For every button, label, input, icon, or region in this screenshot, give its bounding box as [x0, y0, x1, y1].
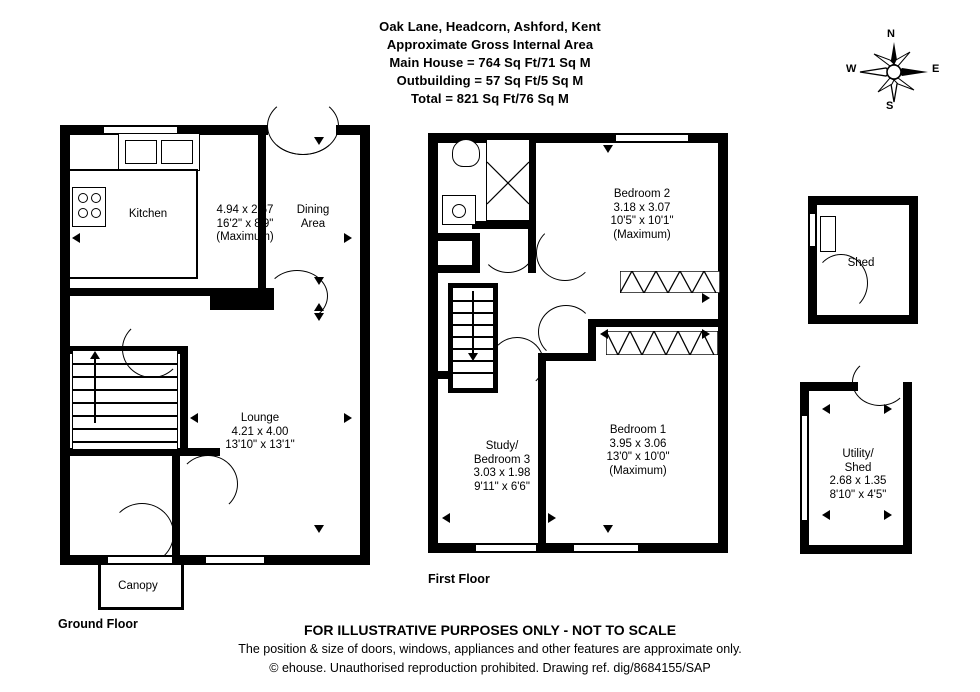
- compass-rose: [846, 28, 942, 114]
- shed-wall-top: [808, 196, 918, 205]
- first-floor-label: First Floor: [428, 572, 490, 586]
- wall-bottom-right: [264, 555, 370, 565]
- kitchen-worktop-line: [70, 169, 198, 171]
- shed-wall-left-upper: [808, 196, 817, 216]
- utility-wall-bottom: [800, 545, 912, 554]
- room-label-bedroom2: Bedroom 2 3.18 x 3.07 10'5" x 10'1" (Maximum): [610, 188, 674, 241]
- title-total-area: Total = 821 Sq Ft/76 Sq M: [411, 91, 569, 106]
- ff-dim-arrow-bed2-right: [702, 293, 710, 303]
- ff-wall-left-lower: [428, 383, 438, 553]
- dim-arrow-lounge-top: [314, 303, 324, 311]
- compass-north-label: N: [887, 28, 895, 40]
- wall-hall-right: [180, 346, 188, 456]
- ff-wall-left-mid: [428, 241, 438, 385]
- shed-wall-bottom: [808, 315, 918, 324]
- title-address: Oak Lane, Headcorn, Ashford, Kent: [379, 19, 601, 34]
- ff-window-study-bottom: [476, 543, 538, 553]
- utility-dim-arrow-right: [884, 404, 892, 414]
- compass-south-label: S: [886, 100, 894, 112]
- ff-wall-left-upper: [428, 133, 438, 243]
- wardrobe-bed2: [620, 271, 720, 293]
- title-outbuilding-area: Outbuilding = 57 Sq Ft/5 Sq M: [396, 73, 584, 88]
- door-swing-entrance: [110, 503, 174, 565]
- room-label-utility: Utility/ Shed 2.68 x 1.35 8'10" x 4'5": [829, 448, 887, 501]
- utility-dim-arrow-right2: [884, 510, 892, 520]
- wall-right-lower: [360, 293, 370, 565]
- dim-arrow-dining-top: [314, 137, 324, 145]
- footer-copyright: © ehouse. Unauthorised reproduction prohibited. Drawing ref. dig/8684155/SAP: [269, 661, 711, 675]
- ground-floor-label: Ground Floor: [58, 617, 138, 631]
- ff-wall-bath-bottom: [428, 265, 480, 273]
- wall-hall-stub: [210, 288, 274, 310]
- toilet-wc: [452, 139, 480, 167]
- utility-dim-arrow-left2: [822, 510, 830, 520]
- shed-window-left: [808, 214, 817, 248]
- utility-door-swing: [852, 358, 908, 406]
- door-swing-dining-top-right: [267, 97, 339, 155]
- dim-arrow-dining-bottom2: [314, 313, 324, 321]
- shed-wall-right: [909, 196, 918, 324]
- footer-note: The position & size of doors, windows, appliances and other features are approximate only.: [238, 642, 742, 656]
- title-main-house-area: Main House = 764 Sq Ft/71 Sq M: [389, 55, 591, 70]
- ground-floor-plan: [60, 125, 370, 565]
- bath-tub: [486, 139, 530, 221]
- ff-wall-bottom-left: [428, 543, 480, 553]
- dim-arrow-kitchen-right: [344, 233, 352, 243]
- wall-left-mid: [60, 288, 70, 348]
- shed-fitting: [820, 216, 836, 252]
- utility-dim-arrow-left: [822, 404, 830, 414]
- dim-arrow-dining-bottom: [314, 277, 324, 285]
- wall-bottom-mid: [172, 555, 208, 565]
- ff-wall-bath-bottom-left: [428, 233, 478, 241]
- ff-stair-down-line: [472, 291, 474, 357]
- title-block: [0, 18, 980, 108]
- ff-door-swing-bathroom: [480, 219, 536, 273]
- ff-dim-arrow-bed2-top: [603, 145, 613, 153]
- dim-arrow-lounge-right: [344, 413, 352, 423]
- room-label-kitchen: Kitchen: [128, 208, 168, 220]
- stair-up-arrow: [90, 351, 100, 359]
- ff-dim-arrow-bed1-bottom: [603, 525, 613, 533]
- ff-wall-right-lower: [718, 321, 728, 553]
- wall-bottom-left: [60, 555, 112, 565]
- stair-up-direction-line: [94, 357, 96, 423]
- utility-window-left: [800, 414, 809, 522]
- ff-wall-jamb: [528, 263, 536, 273]
- kitchen-hob: [72, 187, 106, 227]
- wall-right-upper: [360, 125, 370, 295]
- compass-star-icon: [858, 40, 930, 104]
- utility-wall-left-mid: [800, 400, 809, 416]
- kitchen-sink-unit: [118, 133, 200, 171]
- window-lounge-bottom-2: [206, 555, 266, 565]
- ff-dim-arrow-bed1-left: [600, 329, 608, 339]
- dim-arrow-lounge-bottom: [314, 525, 324, 533]
- ff-wall-bottom-right: [638, 543, 728, 553]
- ff-dim-arrow-bed1-right: [702, 329, 710, 339]
- wall-left-upper: [60, 125, 70, 290]
- ff-dim-arrow-study-right: [548, 513, 556, 523]
- ff-wall-right-upper: [718, 133, 728, 323]
- ff-door-swing-study: [490, 337, 544, 389]
- footer-disclaimer: FOR ILLUSTRATIVE PURPOSES ONLY - NOT TO SCALE: [303, 622, 677, 638]
- wall-left-bottom: [60, 454, 70, 565]
- wash-basin: [442, 195, 476, 225]
- ff-stair-down-arrow: [468, 353, 478, 361]
- room-label-canopy: Canopy: [118, 580, 158, 592]
- ff-wall-bed-divider: [588, 319, 722, 327]
- compass-east-label: E: [932, 63, 940, 75]
- compass-west-label: W: [846, 63, 857, 75]
- dim-arrow-lounge-left: [190, 413, 198, 423]
- ff-window-bed2-top: [616, 133, 690, 143]
- room-label-lounge: Lounge 4.21 x 4.00 13'10" x 13'1": [225, 412, 295, 451]
- ff-wall-top-mid: [554, 133, 604, 143]
- ff-door-swing-bed1: [538, 305, 594, 359]
- room-label-shed: Shed: [847, 257, 875, 269]
- room-label-kitchen-dims: 4.94 x 2.67 16'2" x 8'9" (Maximum): [216, 204, 274, 243]
- dim-arrow-kitchen-left: [72, 233, 80, 243]
- title-area-heading: Approximate Gross Internal Area: [386, 37, 594, 52]
- ff-dim-arrow-study-left: [442, 513, 450, 523]
- ff-window-bed1-bottom: [574, 543, 640, 553]
- door-swing-lounge: [178, 455, 238, 513]
- door-swing-hall-kitchen: [122, 320, 182, 378]
- footer-block: [0, 620, 980, 678]
- wall-left-lower: [60, 346, 70, 456]
- room-label-bedroom1: Bedroom 1 3.95 x 3.06 13'0" x 10'0" (Maximum): [606, 424, 670, 477]
- kitchen-units-line: [70, 277, 198, 279]
- room-label-dining: Dining Area: [296, 204, 330, 230]
- room-label-study: Study/ Bedroom 3 3.03 x 1.98 9'11" x 6'6": [473, 440, 531, 493]
